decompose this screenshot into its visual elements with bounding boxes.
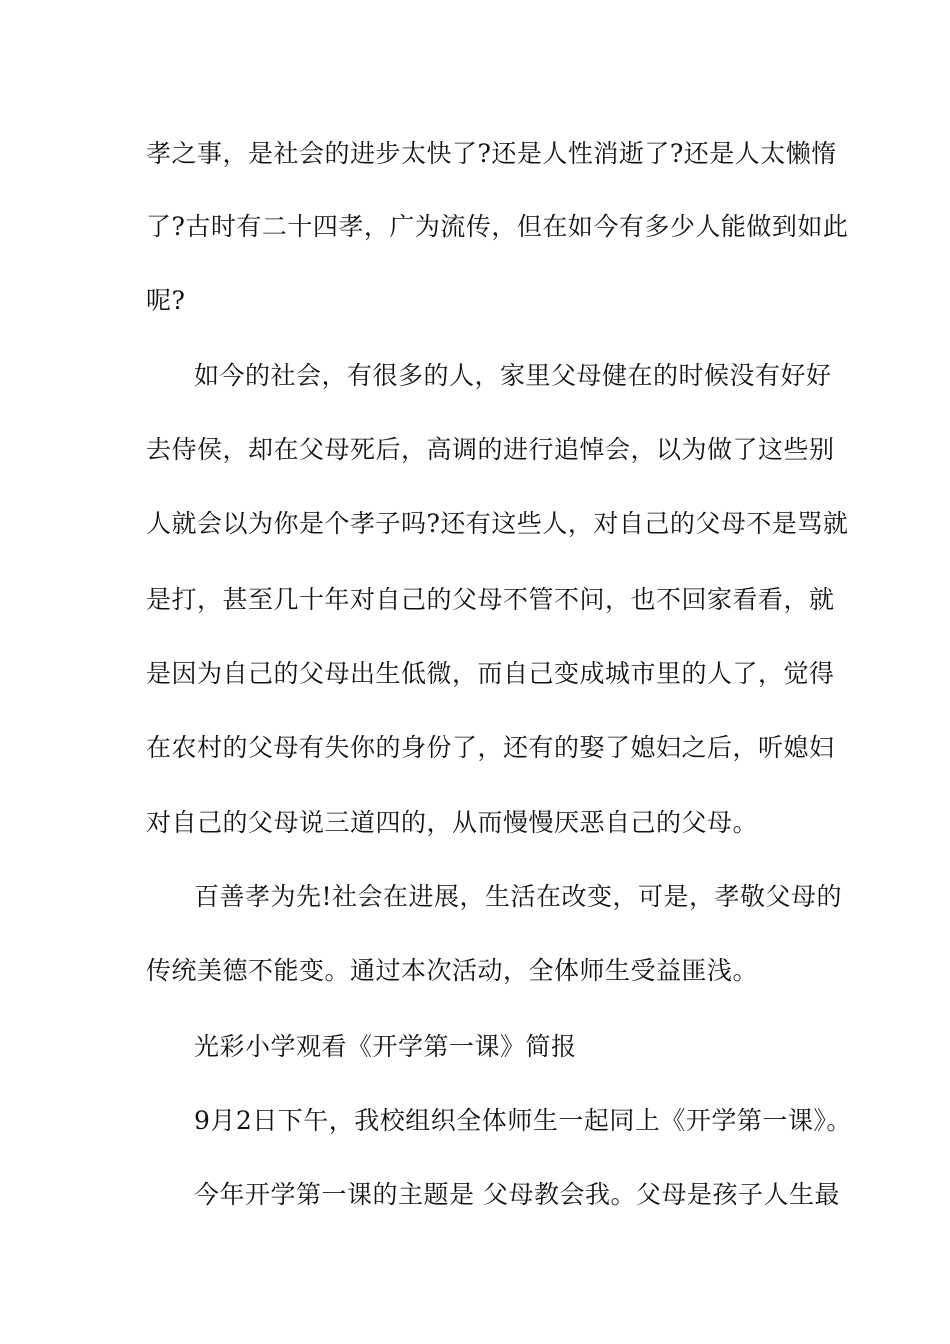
text-line: 人就会以为你是个孝子吗?还有这些人，对自己的父母不是骂就 — [146, 509, 849, 538]
text-line: 去侍侯，却在父母死后，高调的进行追悼会，以为做了这些别 — [146, 435, 835, 464]
text-line: 是因为自己的父母出生低微，而自己变成城市里的人了，觉得 — [146, 659, 835, 688]
text-line: 对自己的父母说三道四的，从而慢慢厌恶自己的父母。 — [146, 808, 759, 837]
text-line: 传统美德不能变。通过本次活动，全体师生受益匪浅。 — [146, 956, 759, 985]
text-line: 在农村的父母有失你的身份了，还有的娶了媳妇之后，听媳妇 — [146, 733, 835, 762]
text-line: 了?古时有二十四孝，广为流传，但在如今有多少人能做到如此 — [146, 212, 849, 241]
paragraph-start-line: 今年开学第一课的主题是 父母教会我。父母是孩子人生最 — [194, 1180, 840, 1209]
text-line: 孝之事，是社会的进步太快了?还是人性消逝了?还是人太懒惰 — [146, 139, 837, 168]
section-heading: 光彩小学观看《开学第一课》简报 — [194, 1032, 577, 1061]
paragraph-start-line: 百善孝为先!社会在进展，生活在改变，可是，孝敬父母的 — [194, 882, 843, 911]
paragraph-start-line: 9月2日下午，我校组织全体师生一起同上《开学第一课》。 — [194, 1106, 852, 1135]
text-line: 呢? — [146, 286, 186, 315]
paragraph-start-line: 如今的社会，有很多的人，家里父母健在的时候没有好好 — [194, 361, 832, 390]
text-line: 是打，甚至几十年对自己的父母不管不问，也不回家看看，就 — [146, 585, 835, 614]
